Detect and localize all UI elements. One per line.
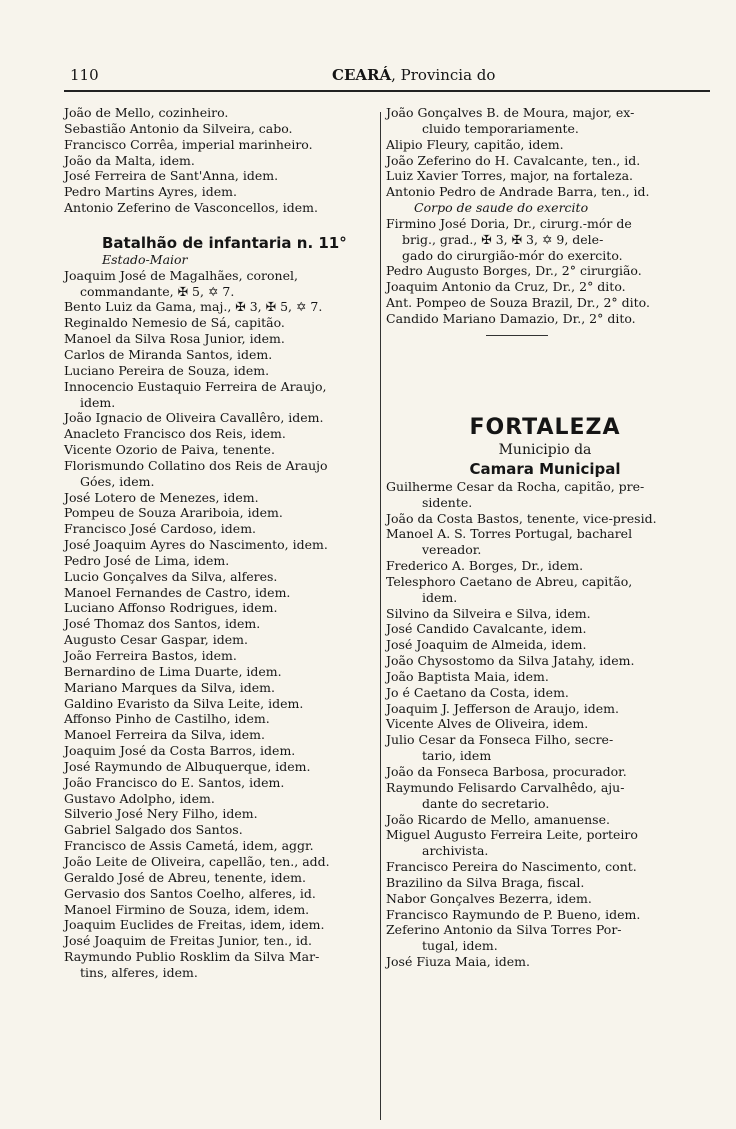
list-item: Francisco Pereira do Nascimento, cont. [386,859,637,875]
list-item: Joaquim Euclides de Freitas, idem, idem. [64,917,325,933]
list-item: Zeferino Antonio da Silva Torres Por- [386,922,622,938]
section-separator [386,327,704,343]
list-item: Brazilino da Silva Braga, fiscal. [386,874,585,890]
list-item: José Fiuza Maia, idem. [386,954,530,970]
list-item: Innocencio Eustaquio Ferreira de Araujo, [64,378,327,394]
list-item: Affonso Pinho de Castilho, idem. [64,711,270,727]
list-item: Miguel Augusto Ferreira Leite, porteiro [386,827,638,843]
list-item: Telesphoro Caetano de Abreu, capitão, [386,573,633,589]
list-item: Joaquim José de Magalhães, coronel, [64,267,298,283]
list-item: Julio Cesar da Fonseca Filho, secre- [386,732,614,748]
list-item: Raymundo Felisardo Carvalhêdo, aju- [386,779,625,795]
list-item: João de Mello, cozinheiro. [64,105,229,120]
list-item: Antonio Zeferino de Vasconcellos, idem. [64,200,319,216]
list-item: Gabriel Salgado dos Santos. [64,822,243,838]
list-item: Reginaldo Nemesio de Sá, capitão. [64,315,285,331]
camara-list [386,479,704,970]
list-item: Florismundo Collatino dos Reis de Araujo [64,457,328,473]
list-item: Mariano Marques da Silva, idem. [64,679,275,695]
right-intro-list [386,105,704,200]
list-item: Raymundo Publio Rosklim da Silva Mar- [64,949,320,965]
left-column [64,105,374,981]
list-item: João Zeferino do H. Cavalcante, ten., id. [386,152,641,168]
column-divider [380,112,381,1120]
list-item: José Thomaz dos Santos, idem. [64,616,261,632]
list-item: Silverio José Nery Filho, idem. [64,806,258,822]
list-item: tugal, idem. [422,938,498,954]
list-item: José Joaquim de Almeida, idem. [386,637,587,653]
list-item: Bento Luiz da Gama, maj., ✠ 3, ✠ 5, ✡ 7. [64,299,323,315]
list-item: Antonio Pedro de Andrade Barra, ten., id. [386,184,650,200]
list-item: tins, alferes, idem. [80,964,198,980]
list-item: João da Costa Bastos, tenente, vice-presid. [386,510,657,526]
list-item: José Candido Cavalcante, idem. [386,621,587,637]
list-item: brig., grad., ✠ 3, ✠ 3, ✡ 9, dele- [402,231,604,247]
list-item: Góes, idem. [80,473,155,489]
list-item: Vicente Ozorio de Paiva, tenente. [64,442,275,458]
list-item: commandante, ✠ 5, ✡ 7. [80,283,235,299]
list-item: Geraldo José de Abreu, tenente, idem. [64,869,306,885]
list-item: José Raymundo de Albuquerque, idem. [64,758,311,774]
list-item: Jo é Caetano da Costa, idem. [386,684,569,700]
list-item: dante do secretario. [422,795,550,811]
list-item: João Gonçalves B. de Moura, major, ex- [386,105,635,120]
list-item: João da Malta, idem. [64,152,195,168]
list-item: Pedro Martins Ayres, idem. [64,184,237,200]
page-number: 110 [70,66,99,84]
list-item: Manoel Fernandes de Castro, idem. [64,584,291,600]
list-item: José Ferreira de Sant'Anna, idem. [64,168,279,184]
list-item: Manoel A. S. Torres Portugal, bacharel [386,526,633,542]
list-item: Francisco Raymundo de P. Bueno, idem. [386,906,641,922]
list-item: Luciano Pereira de Souza, idem. [64,362,270,378]
list-item: idem. [80,394,116,410]
list-item: Sebastião Antonio da Silveira, cabo. [64,120,293,136]
list-item: Bernardino de Lima Duarte, idem. [64,663,282,679]
running-title-bold: CEARÁ [332,66,392,84]
batalhao-roster [64,268,374,981]
header-rule [64,90,710,92]
corpo-de-saude-heading: Corpo de saude do exercito [414,200,589,216]
fortaleza-heading: FORTALEZA [469,414,621,440]
list-item: cluido temporariamente. [422,120,579,136]
list-item: Guilherme Cesar da Rocha, capitão, pre- [386,478,645,494]
list-item: Francisco Corrêa, imperial marinheiro. [64,136,313,152]
list-item: Francisco José Cardoso, idem. [64,521,257,537]
list-item: José Joaquim Ayres do Nascimento, idem. [64,537,328,553]
list-item: José Joaquim de Freitas Junior, ten., id. [64,933,313,949]
list-item: Candido Mariano Damazio, Dr., 2° dito. [386,310,636,326]
list-item: Manoel Firmino de Souza, idem, idem. [64,901,310,917]
list-item: Manoel da Silva Rosa Junior, idem. [64,331,285,347]
list-item: Galdino Evaristo da Silva Leite, idem. [64,695,304,711]
list-item: Augusto Cesar Gaspar, idem. [64,632,248,648]
list-item: João da Fonseca Barbosa, procurador. [386,764,627,779]
list-item: Firmino José Doria, Dr., cirurg.-mór de [386,215,632,231]
list-item: Anacleto Francisco dos Reis, idem. [64,426,286,442]
list-item: Gustavo Adolpho, idem. [64,790,215,806]
list-item: Luiz Xavier Torres, major, na fortaleza. [386,168,634,184]
running-header [64,66,710,88]
list-item: gado do cirurgião-mór do exercito. [402,247,623,263]
list-item: João Francisco do E. Santos, idem. [64,774,285,790]
list-item: vereador. [422,542,482,558]
batalhao-title: Batalhão de infantaria n. 11° [102,233,347,252]
list-item: Joaquim José da Costa Barros, idem. [64,743,296,759]
left-intro-list [64,105,374,216]
list-item: Silvino da Silveira e Silva, idem. [386,605,591,621]
running-title [332,66,495,84]
running-title-rest: , Provincia do [391,66,496,84]
list-item: Carlos de Miranda Santos, idem. [64,346,273,362]
list-item: Frederico A. Borges, Dr., idem. [386,558,584,574]
list-item: Lucio Gonçalves da Silva, alferes. [64,568,278,584]
list-item: archivista. [422,843,489,859]
list-item: João Leite de Oliveira, capellão, ten., add. [64,853,330,869]
estado-maior-heading: Estado-Maior [102,251,188,267]
list-item: Pompeu de Souza Arariboia, idem. [64,505,283,521]
list-item: Gervasio dos Santos Coelho, alferes, id. [64,885,316,901]
camara-municipal-heading: Camara Municipal [469,459,621,478]
corpo-de-saude-list [386,216,704,327]
list-item: idem. [422,589,458,605]
list-item: sidente. [422,494,473,510]
list-item: João Ignacio de Oliveira Cavallêro, idem. [64,410,324,426]
list-item: João Chysostomo da Silva Jatahy, idem. [386,653,635,669]
list-item: Nabor Gonçalves Bezerra, idem. [386,890,592,906]
list-item: Manoel Ferreira da Silva, idem. [64,727,266,743]
list-item: Francisco de Assis Cametá, idem, aggr. [64,838,314,854]
list-item: Pedro Augusto Borges, Dr., 2° cirurgião. [386,263,642,279]
list-item: Joaquim Antonio da Cruz, Dr., 2° dito. [386,279,626,295]
list-item: Joaquim J. Jefferson de Araujo, idem. [386,700,619,716]
right-column [386,105,704,970]
list-item: Ant. Pompeo de Souza Brazil, Dr., 2° dito. [386,295,650,311]
list-item: tario, idem [422,748,492,764]
list-item: João Ferreira Bastos, idem. [64,648,237,663]
list-item: João Ricardo de Mello, amanuense. [386,811,610,827]
municipio-subheading: Municipio da [498,441,592,458]
list-item: Vicente Alves de Oliveira, idem. [386,716,589,732]
list-item: João Baptista Maia, idem. [386,668,549,684]
list-item: Alipio Fleury, capitão, idem. [386,136,564,152]
list-item: Luciano Affonso Rodrigues, idem. [64,600,278,616]
list-item: Pedro José de Lima, idem. [64,552,230,568]
list-item: José Lotero de Menezes, idem. [64,489,259,505]
